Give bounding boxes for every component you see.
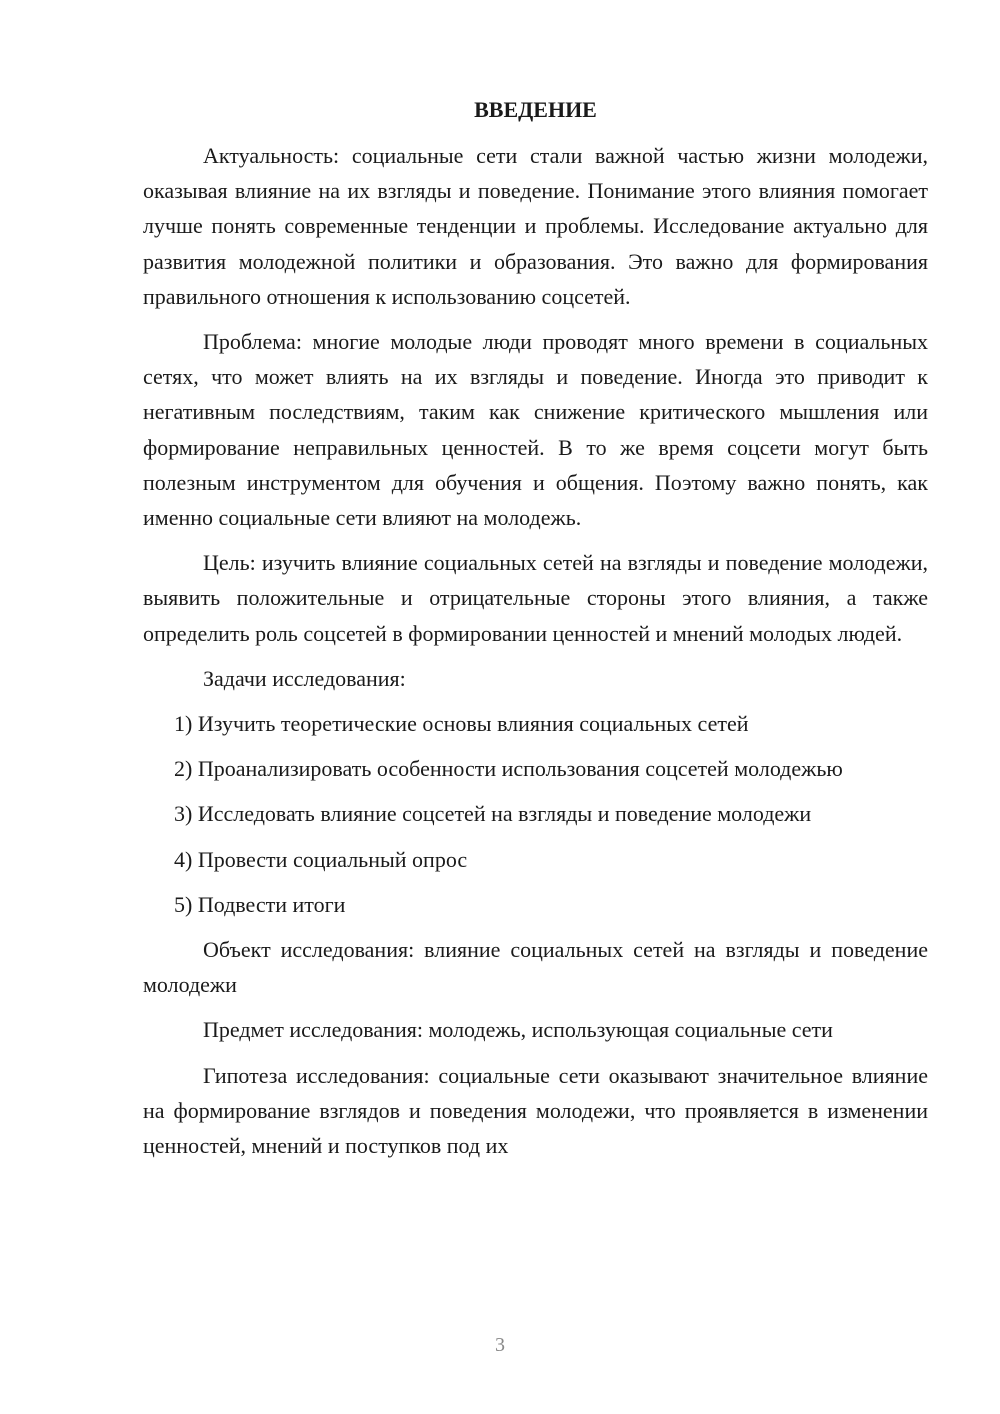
paragraph-subject: Предмет исследования: молодежь, использующая социальные сети (203, 1017, 833, 1043)
paragraph-goal: Цель: изучить влияние социальных сетей на взгляды и поведение молодежи, выявить положительные и отрицательные стороны этого влияния, а также определить роль соцсетей в формировании ценностей и мнений молодых людей. (143, 550, 928, 646)
document-page (143, 92, 928, 1173)
paragraph-tasks-heading: Задачи исследования: (203, 665, 406, 691)
task-item-5: 5) Подвести итоги (174, 891, 346, 917)
paragraph-problem: Проблема: многие молодые люди проводят много времени в социальных сетях, что может влиять на их взгляды и поведение. Иногда это приводит к негативным последствиям, таким как снижение критического мышления или формирование неправильных ценностей. В то же время соцсети могут быть полезным инструментом для обучения и общения. Поэтому важно понять, как именно социальные сети влияют на молодежь. (143, 329, 928, 531)
task-item-3: 3) Исследовать влияние соцсетей на взгляды и поведение молодежи (174, 801, 812, 827)
task-item-2: 2) Проанализировать особенности использования соцсетей молодежью (174, 756, 843, 782)
paragraph-object: Объект исследования: влияние социальных сетей на взгляды и поведение молодежи (143, 937, 928, 998)
section-title: ВВЕДЕНИЕ (474, 97, 597, 122)
page-number: 3 (495, 1334, 505, 1356)
paragraph-relevance: Актуальность: социальные сети стали важной частью жизни молодежи, оказывая влияние на их взгляды и поведение. Понимание этого влияния помогает лучше понять современные тенденции и проблемы. Исследование актуально для развития молодежной политики и образования. Это важно для формирования правильного отношения к использованию соцсетей. (143, 143, 928, 309)
paragraph-hypothesis: Гипотеза исследования: социальные сети оказывают значительное влияние на формирование взглядов и поведения молодежи, что проявляется в изменении ценностей, мнений и поступков под их (143, 1062, 928, 1159)
task-item-1: 1) Изучить теоретические основы влияния социальных сетей (174, 711, 749, 737)
task-item-4: 4) Провести социальный опрос (174, 846, 468, 872)
